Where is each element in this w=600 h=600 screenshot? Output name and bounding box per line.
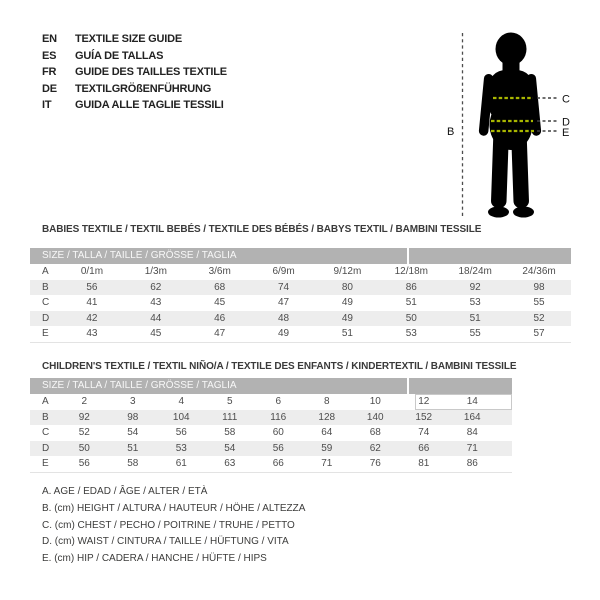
row-filler (497, 425, 513, 441)
table-cell: 71 (321, 458, 333, 470)
table-cell: 128 (318, 411, 336, 423)
table-cell: 80 (341, 281, 353, 293)
table-cell: 52 (533, 312, 545, 324)
row-label: E (42, 328, 49, 340)
language-code: FR (42, 66, 57, 78)
legend-row: C. (cm) CHEST / PECHO / POITRINE / TRUHE / PETTO (42, 519, 295, 531)
table-cell: 86 (466, 458, 478, 470)
table-cell: 5 (226, 396, 233, 407)
table-cell: 53 (469, 297, 481, 309)
table-cell: 50 (78, 442, 90, 454)
language-row (42, 48, 227, 65)
table-cell: 59 (321, 442, 333, 454)
table-row (30, 280, 571, 296)
table-cell: 68 (369, 427, 381, 439)
language-list (42, 31, 227, 114)
table-cell: 81 (418, 458, 430, 470)
table-cell: 54 (224, 442, 236, 454)
table-cell: 44 (150, 312, 162, 324)
table-cell: 92 (78, 411, 90, 423)
table-cell: 24/36m (522, 266, 556, 277)
table-cell: 49 (341, 297, 353, 309)
table-cell: 62 (369, 442, 381, 454)
row-label: E (42, 458, 49, 470)
row-label: B (42, 411, 49, 423)
table-cell: 104 (172, 411, 190, 423)
table-cell: 56 (78, 458, 90, 470)
child-silhouette-diagram (440, 25, 580, 225)
table-cell: 12/18m (394, 266, 428, 277)
language-row (42, 97, 227, 114)
table-cell: 49 (341, 312, 353, 324)
language-guide-label: GUIDA ALLE TAGLIE TESSILI (75, 99, 224, 111)
figure-label-hip: E (562, 127, 570, 139)
table-cell: 3/6m (208, 266, 231, 277)
table-cell: 71 (466, 442, 478, 454)
table-cell: 3 (129, 396, 136, 407)
language-row (42, 64, 227, 81)
language-code: DE (42, 82, 57, 95)
table-cell: 51 (341, 328, 353, 340)
table-cell: 4 (178, 396, 185, 407)
children-table-rows (30, 394, 512, 473)
legend-row: E. (cm) HIP / CADERA / HANCHE / HÜFTE / HIPS (42, 553, 267, 565)
children-size-table (30, 378, 512, 473)
language-guide-label: GUIDE DES TAILLES TEXTILE (75, 66, 227, 78)
table-row (30, 456, 512, 473)
children-size-header-label: SIZE / TALLA / TAILLE / GRÖSSE / TAGLIA (42, 380, 237, 391)
figure-label-chest: C (562, 93, 570, 106)
table-cell: 6/9m (272, 266, 295, 277)
table-cell: 76 (369, 458, 381, 470)
table-row (30, 295, 571, 311)
table-cell: 111 (222, 411, 238, 423)
table-cell: 55 (533, 297, 545, 309)
babies-table-rows (30, 264, 571, 343)
row-filler (497, 456, 513, 472)
babies-section-title: BABIES TEXTILE / TEXTIL BEBÉS / TEXTILE DES BÉBÉS / BABYS TEXTIL / BAMBINI TESSILE (42, 224, 482, 235)
table-cell: 18/24m (458, 266, 492, 277)
table-cell: 58 (127, 458, 139, 470)
row-label: C (42, 297, 50, 309)
language-guide-label: TEXTILE SIZE GUIDE (75, 33, 183, 45)
table-cell: 98 (533, 281, 545, 293)
figure-label-height: B (447, 126, 455, 138)
row-filler (497, 394, 513, 410)
children-section-title: CHILDREN'S TEXTILE / TEXTIL NIÑO/A / TEXTILE DES ENFANTS / KINDERTEXTIL / BAMBINI TESSILE (42, 361, 517, 372)
table-cell: 56 (272, 442, 284, 454)
table-cell: 63 (224, 458, 236, 470)
table-cell: 9/12m (333, 266, 362, 277)
table-cell: 14 (466, 396, 478, 407)
table-cell: 47 (214, 328, 226, 340)
table-cell: 53 (405, 328, 417, 340)
table-cell: 52 (78, 427, 90, 439)
babies-size-header-bar (30, 248, 571, 264)
language-guide-label: TEXTILGRÖßENFÜHRUNG (75, 82, 212, 95)
table-cell: 98 (127, 411, 139, 423)
table-cell: 50 (405, 312, 417, 324)
table-cell: 43 (86, 328, 98, 340)
row-label: D (42, 312, 50, 324)
table-cell: 152 (415, 411, 433, 423)
table-cell: 57 (533, 328, 545, 340)
table-cell: 12 (418, 396, 430, 407)
table-cell: 62 (150, 281, 162, 293)
table-cell: 56 (175, 427, 187, 439)
table-cell: 8 (323, 396, 330, 407)
table-row (30, 410, 512, 426)
table-row (30, 311, 571, 327)
table-cell: 64 (321, 427, 333, 439)
table-row (30, 441, 512, 457)
table-cell: 1/3m (144, 266, 167, 277)
table-cell: 45 (150, 328, 162, 340)
language-row (42, 81, 227, 98)
table-cell: 51 (469, 312, 481, 324)
child-measurement-figure (440, 25, 580, 225)
babies-size-header-label: SIZE / TALLA / TAILLE / GRÖSSE / TAGLIA (42, 250, 237, 261)
table-cell: 60 (272, 427, 284, 439)
child-silhouette (478, 33, 541, 218)
table-row (30, 326, 571, 343)
table-cell: 61 (175, 458, 187, 470)
legend-row: B. (cm) HEIGHT / ALTURA / HAUTEUR / HÖHE / ALTEZZA (42, 502, 306, 514)
table-cell: 54 (127, 427, 139, 439)
table-cell: 92 (469, 281, 481, 293)
measurement-legend (42, 484, 305, 568)
row-label: B (42, 281, 49, 293)
table-cell: 48 (278, 312, 290, 324)
row-label: D (42, 442, 50, 454)
table-cell: 140 (366, 411, 384, 423)
legend-row: A. AGE / EDAD / ÂGE / ALTER / ETÀ (42, 486, 208, 497)
table-cell: 10 (369, 396, 381, 407)
row-label: A (42, 266, 49, 277)
table-cell: 164 (463, 411, 481, 423)
language-code: ES (42, 49, 57, 62)
language-code: IT (42, 99, 52, 111)
table-row (30, 394, 512, 410)
table-cell: 43 (150, 297, 162, 309)
table-row (30, 264, 571, 280)
table-cell: 6 (275, 396, 282, 407)
legend-row: D. (cm) WAIST / CINTURA / TAILLE / HÜFTUNG / VITA (42, 536, 289, 548)
children-size-header-bar (30, 378, 512, 394)
table-row (30, 425, 512, 441)
table-cell: 2 (81, 396, 88, 407)
table-cell: 0/1m (80, 266, 104, 277)
row-label: C (42, 427, 50, 439)
figure-label-waist: D (562, 116, 570, 129)
row-label: A (42, 396, 49, 407)
table-cell: 74 (418, 427, 430, 439)
table-cell: 66 (418, 442, 430, 454)
table-cell: 42 (86, 312, 98, 324)
table-cell: 51 (405, 297, 417, 309)
table-cell: 58 (224, 427, 236, 439)
children-table-white-seam (407, 378, 409, 394)
table-cell: 41 (86, 297, 98, 309)
table-cell: 51 (127, 442, 139, 454)
table-cell: 74 (278, 281, 290, 293)
babies-size-table (30, 248, 571, 343)
language-guide-label: GUÍA DE TALLAS (75, 49, 164, 62)
table-cell: 53 (175, 442, 187, 454)
table-cell: 55 (469, 328, 481, 340)
row-filler (497, 410, 513, 426)
table-cell: 56 (86, 281, 98, 293)
table-cell: 45 (214, 297, 226, 309)
table-cell: 66 (272, 458, 284, 470)
table-cell: 46 (214, 312, 226, 324)
table-cell: 84 (466, 427, 478, 439)
language-row (42, 31, 227, 48)
table-cell: 68 (214, 281, 226, 293)
row-filler (497, 441, 513, 457)
table-cell: 47 (278, 297, 290, 309)
language-code: EN (42, 33, 57, 45)
table-cell: 49 (278, 328, 290, 340)
table-cell: 86 (405, 281, 417, 293)
table-cell: 116 (270, 411, 287, 423)
